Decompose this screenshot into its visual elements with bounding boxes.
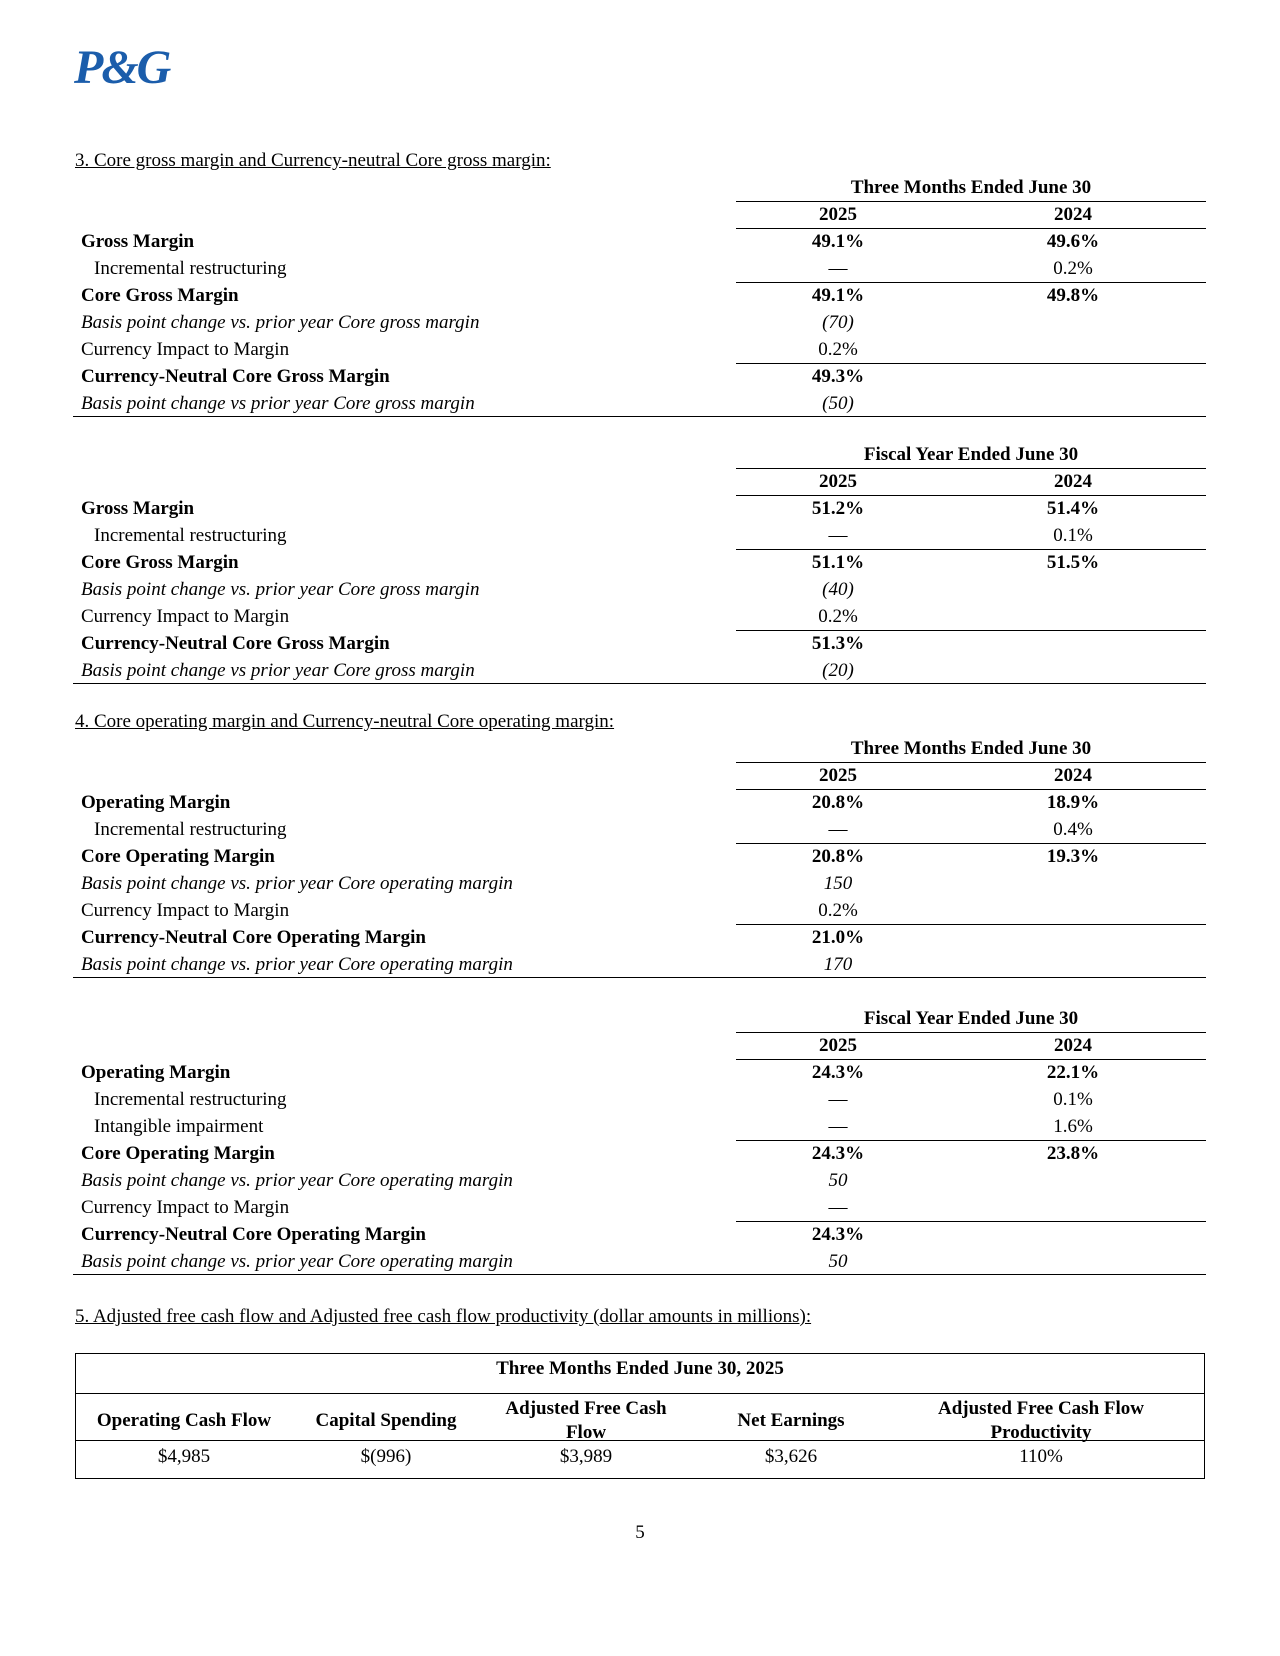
col-header-net-earnings: Net Earnings: [737, 1410, 845, 1431]
table-row: Currency Impact to Margin 0.2%: [81, 606, 858, 627]
col-header-afcf: Adjusted Free Cash Flow: [505, 1398, 667, 1443]
year-header: 2025: [819, 765, 857, 786]
table-row: Currency-Neutral Core Operating Margin 24.3%: [81, 1224, 865, 1245]
col-header-productivity: Adjusted Free Cash Flow Productivity: [937, 1398, 1144, 1443]
table-row: Basis point change vs prior year Core gross margin (50): [81, 393, 854, 414]
table-row: Basis point change vs. prior year Core gross margin (70): [81, 312, 854, 333]
table-row: Currency Impact to Margin —: [81, 1197, 848, 1218]
cash-flow-table-title: Three Months Ended June 30, 2025: [76, 1354, 1204, 1394]
year-header: 2025: [819, 1035, 857, 1056]
value-ocf: $4,985: [157, 1446, 211, 1467]
table-row: Basis point change vs. prior year Core operating margin 50: [81, 1251, 848, 1272]
s4-fiscal-year-table: [73, 1005, 1203, 1275]
table-row: Currency-Neutral Core Operating Margin 21.0%: [81, 927, 865, 948]
s3-fiscal-year-table: [73, 441, 1203, 684]
table-row: Gross Margin 49.1% 49.6%: [81, 231, 1100, 252]
year-header: 2024: [1054, 204, 1092, 225]
table-row: Incremental restructuring — 0.2%: [94, 258, 1093, 279]
table-row: Basis point change vs. prior year Core operating margin 50: [81, 1170, 848, 1191]
table-row: Core Operating Margin 20.8% 19.3%: [81, 846, 1100, 867]
table-row: Incremental restructuring — 0.4%: [94, 819, 1093, 840]
period-header: Three Months Ended June 30: [850, 738, 1092, 759]
section-3-title: 3. Core gross margin and Currency-neutral Core gross margin:: [75, 150, 551, 171]
section-5-title: 5. Adjusted free cash flow and Adjusted free cash flow productivity (dollar amounts in millions):: [75, 1306, 812, 1327]
year-header: 2024: [1054, 1035, 1092, 1056]
table-row: Basis point change vs. prior year Core gross margin (40): [81, 579, 854, 600]
cash-flow-table: [75, 1353, 1205, 1479]
section-4-title: 4. Core operating margin and Currency-neutral Core operating margin:: [75, 711, 615, 732]
s4-three-months-table: [73, 735, 1203, 978]
table-row: Basis point change vs prior year Core gross margin (20): [81, 660, 854, 681]
table-row: Incremental restructuring — 0.1%: [94, 1089, 1093, 1110]
table-row: Operating Margin 20.8% 18.9%: [81, 792, 1100, 813]
year-header: 2024: [1054, 471, 1092, 492]
col-header-capex: Capital Spending: [315, 1410, 457, 1431]
value-net-earnings: $3,626: [764, 1446, 818, 1467]
year-header: 2024: [1054, 765, 1092, 786]
table-row: Currency Impact to Margin 0.2%: [81, 900, 858, 921]
period-header: Three Months Ended June 30: [850, 177, 1092, 198]
year-header: 2025: [819, 204, 857, 225]
pg-logo: P&G: [74, 41, 170, 94]
period-header: Fiscal Year Ended June 30: [863, 444, 1079, 465]
table-row: Operating Margin 24.3% 22.1%: [81, 1062, 1100, 1083]
table-row: Currency Impact to Margin 0.2%: [81, 339, 858, 360]
value-afcf: $3,989: [559, 1446, 613, 1467]
table-row: Gross Margin 51.2% 51.4%: [81, 498, 1100, 519]
table-row: Incremental restructuring — 0.1%: [94, 525, 1093, 546]
table-row: Currency-Neutral Core Gross Margin 51.3%: [81, 633, 865, 654]
table-row: Intangible impairment — 1.6%: [94, 1116, 1093, 1137]
col-header-ocf: Operating Cash Flow: [96, 1410, 272, 1431]
table-row: Basis point change vs. prior year Core operating margin 170: [81, 954, 853, 975]
table-row: Core Gross Margin 49.1% 49.8%: [81, 285, 1100, 306]
year-header: 2025: [819, 471, 857, 492]
table-row: Core Gross Margin 51.1% 51.5%: [81, 552, 1100, 573]
period-header: Fiscal Year Ended June 30: [863, 1008, 1079, 1029]
table-row: Basis point change vs. prior year Core operating margin 150: [81, 873, 853, 894]
table-row: Currency-Neutral Core Gross Margin 49.3%: [81, 366, 865, 387]
value-productivity: 110%: [1019, 1446, 1063, 1467]
page-number: 5: [635, 1522, 645, 1543]
value-capex: $(996): [360, 1446, 412, 1467]
s3-three-months-table: [73, 174, 1203, 417]
table-row: Core Operating Margin 24.3% 23.8%: [81, 1143, 1100, 1164]
